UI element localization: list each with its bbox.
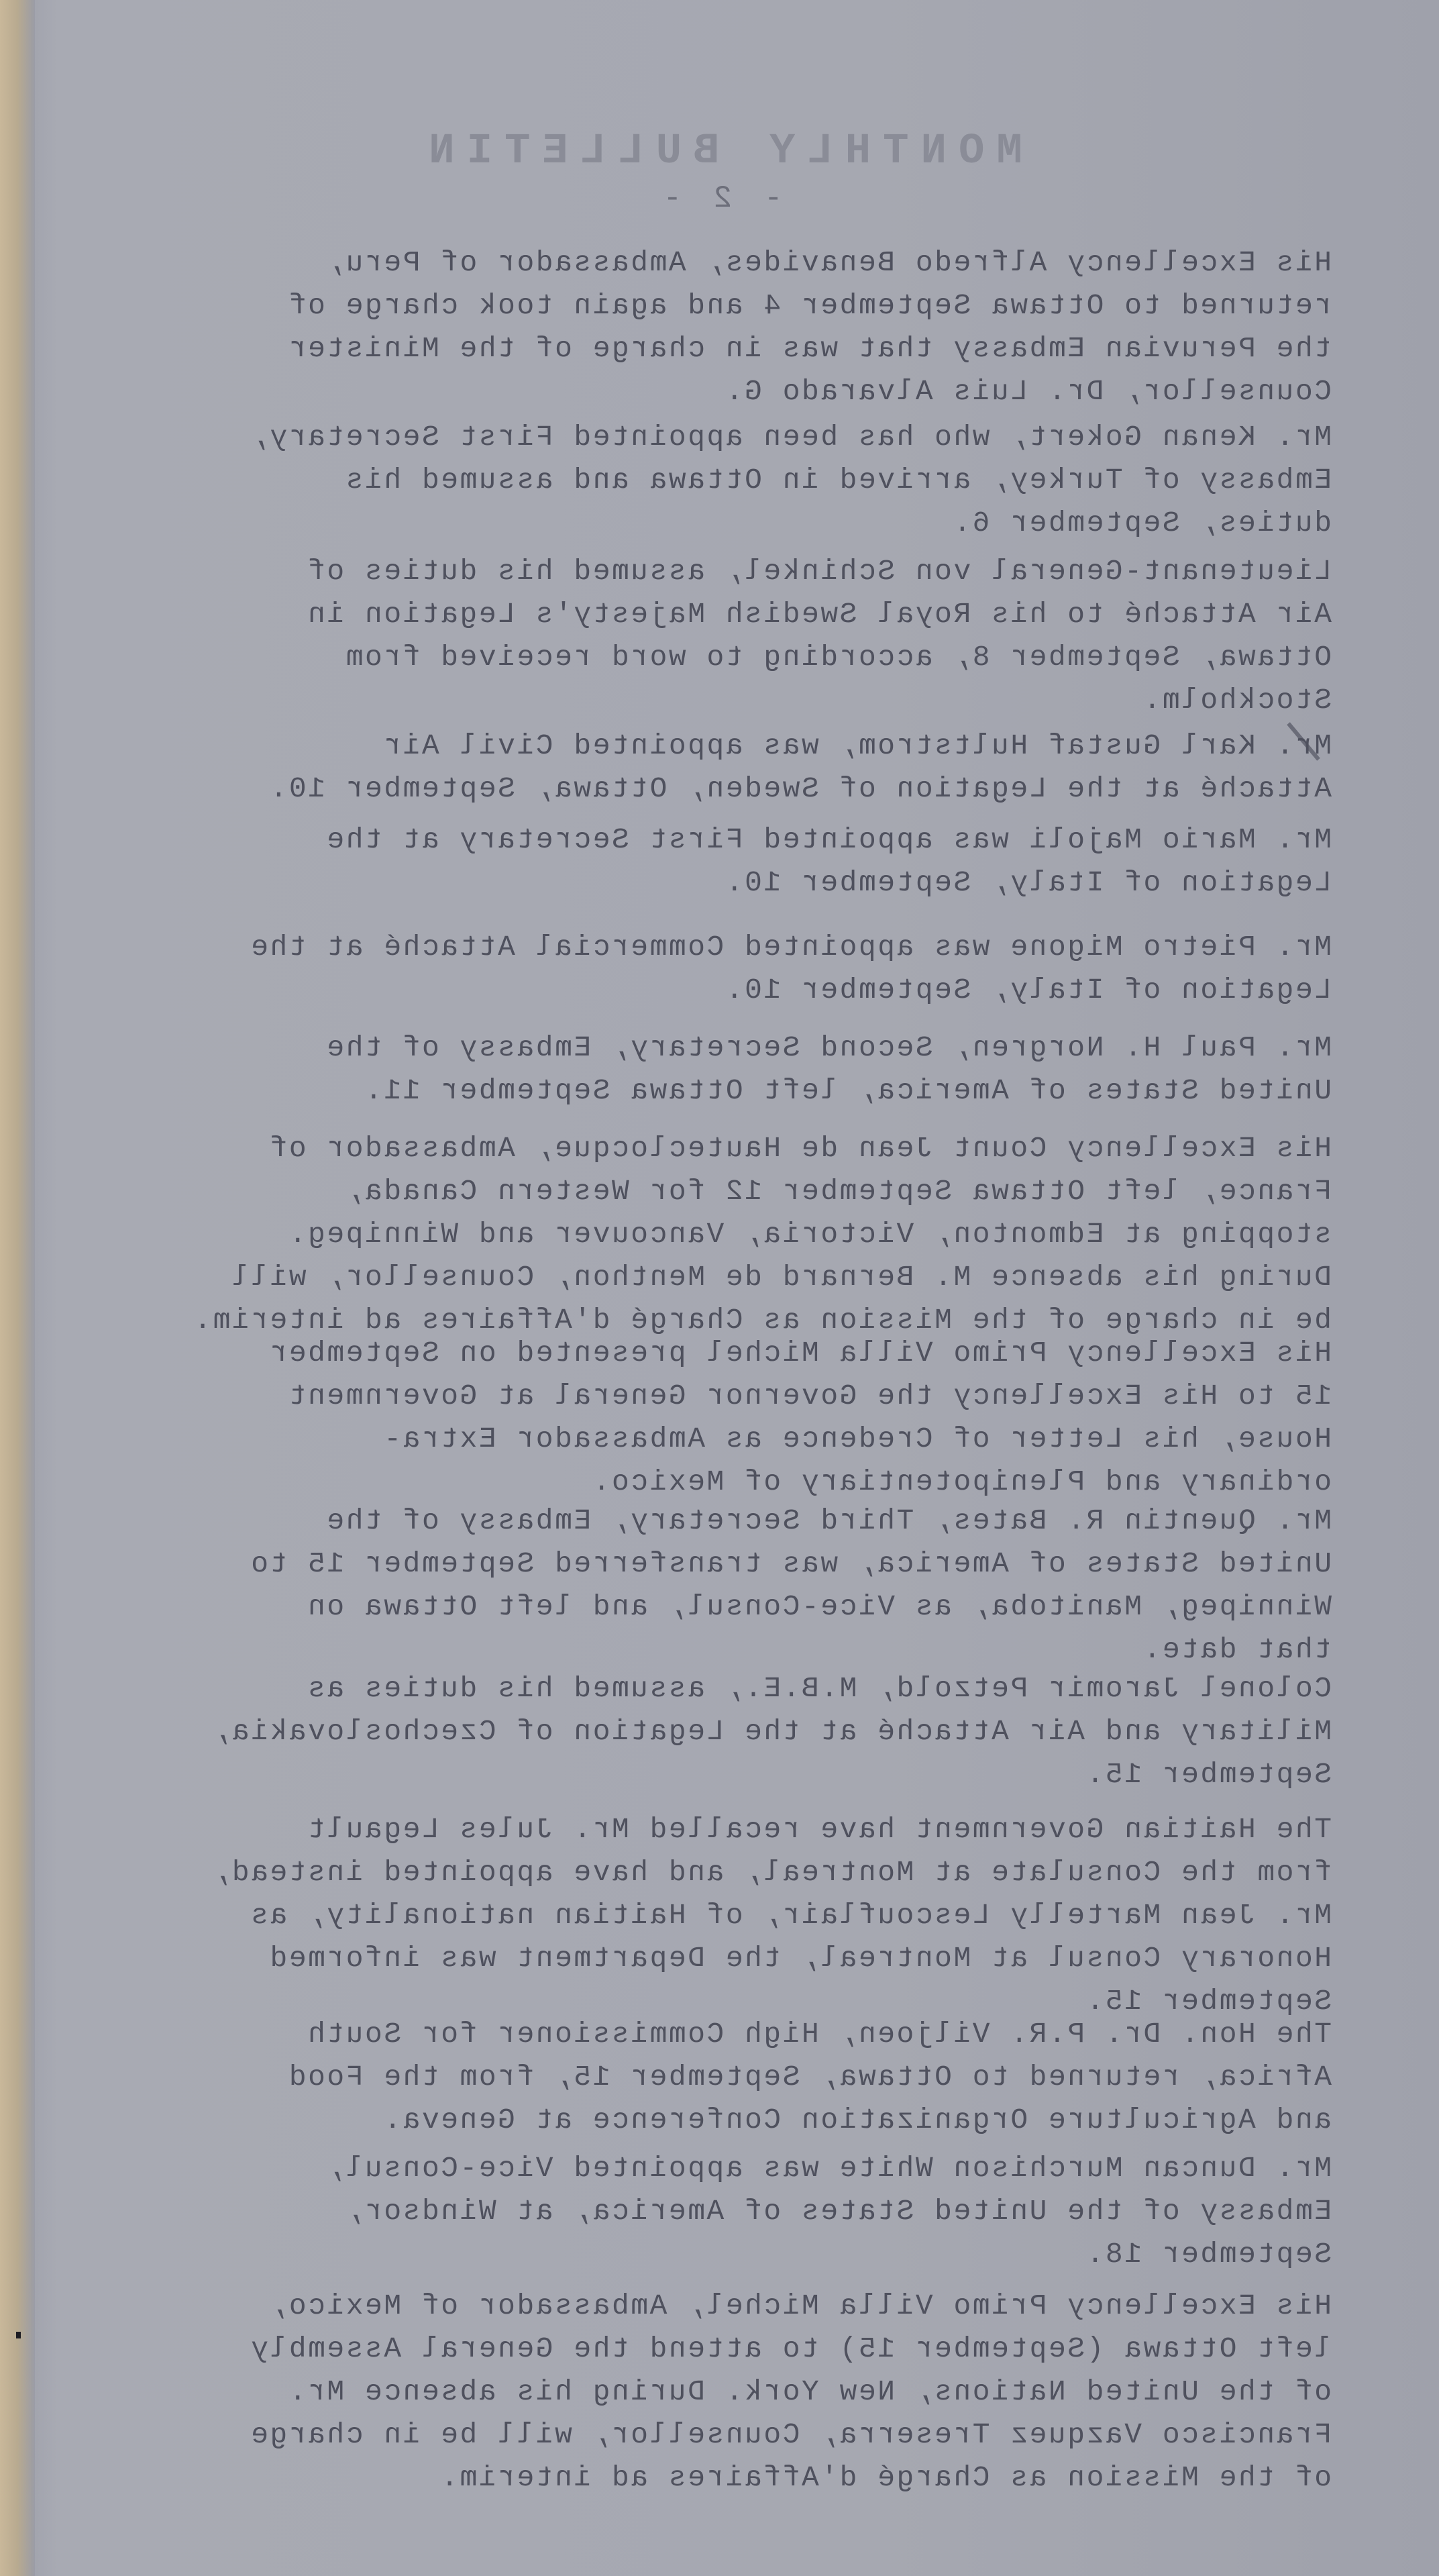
entry-line: His Excellency Alfredo Benavides, Ambassador of Peru, xyxy=(325,246,1332,279)
entry-line: ordinary and Plenipotentiary of Mexico. xyxy=(591,1465,1332,1498)
entry-line: Mr. Karl Gustaf Hultstrom, was appointed Civil Air xyxy=(382,729,1332,762)
entry-line: Honorary Consul at Montreal, the Department was informed xyxy=(268,1942,1332,1975)
entry-21 xyxy=(97,2013,1332,2142)
bulletin-title: MONTHLY BULLETIN xyxy=(417,127,1022,176)
entry-line: House, his Letter of Credence as Ambassador Extra- xyxy=(382,1423,1332,1455)
entry-line: and Agriculture Organization Conference at Geneva. xyxy=(382,2104,1332,2136)
entry-23 xyxy=(97,2285,1332,2500)
entry-line: His Excellency Count Jean de Hauteclocque, Ambassador of xyxy=(268,1132,1332,1165)
entry-line: His Excellency Primo Villa Michel, Ambassador of Mexico, xyxy=(268,2289,1332,2322)
entry-15 xyxy=(97,1027,1332,1113)
entry-line: Francisco Vazquez Treserra, Counsellor, will be in charge xyxy=(249,2418,1332,2451)
entry-line: United States of America, was transferred September 15 to xyxy=(249,1547,1332,1580)
entry-line: of the United Nations, New York. During his absence Mr. xyxy=(287,2375,1332,2408)
entry-10 xyxy=(97,416,1332,545)
entry-line: Ottawa, September 8, according to word received from xyxy=(344,641,1332,674)
entry-line: returned to Ottawa September 4 and again took charge of xyxy=(287,289,1332,322)
entry-line: September 18. xyxy=(1085,2238,1332,2271)
entry-line: 15 to His Excellency the Governor General at Government xyxy=(287,1380,1332,1412)
entry-line: France, left Ottawa September 12 for Western Canada, xyxy=(344,1175,1332,1208)
entry-18 xyxy=(97,1500,1332,1671)
entry-line: During his absence M. Bernard de Menthon, Counsellor, will xyxy=(230,1261,1332,1294)
entry-line: Africa, returned to Ottawa, September 15, from the Food xyxy=(287,2061,1332,2094)
entry-line: left Ottawa (September 15) to attend the General Assembly xyxy=(249,2332,1332,2365)
entry-16 xyxy=(97,1127,1332,1342)
entry-line: Mr. Jean Martelly Lescouflair, of Haitian nationality, as xyxy=(249,1899,1332,1932)
entry-line: Mr. Paul H. Norgren, Second Secretary, Embassy of the xyxy=(325,1031,1332,1064)
entry-20 xyxy=(97,1808,1332,2023)
entry-line: Mr. Duncan Murchison White was appointed Vice-Consul, xyxy=(325,2152,1332,2185)
entry-line: duties, September 6. xyxy=(951,507,1332,539)
entry-9 xyxy=(97,242,1332,413)
entry-line: Attaché at the Legation of Sweden, Ottawa, September 10. xyxy=(268,772,1332,805)
entry-line: Winnipeg, Manitoba, as Vice-Consul, and left Ottawa on xyxy=(306,1590,1332,1623)
entry-line: Counsellor, Dr. Luis Alvarado G. xyxy=(724,375,1332,408)
entry-line: be in charge of the Mission as Chargé d'Affaires ad interim. xyxy=(192,1304,1332,1337)
entry-line: His Excellency Primo Villa Michel presented on September xyxy=(268,1337,1332,1370)
entry-13 xyxy=(97,819,1332,905)
entry-line: of the Mission as Chargé d'Affaires ad interim. xyxy=(439,2461,1332,2494)
entry-line: Embassy of the United States of America, at Windsor, xyxy=(344,2195,1332,2228)
entry-19 xyxy=(97,1667,1332,1796)
entry-line: Stockholm. xyxy=(1141,684,1332,717)
entry-line: Military and Air Attaché at the Legation of Czechoslovakia, xyxy=(211,1715,1332,1748)
entry-line: that date. xyxy=(1141,1633,1332,1666)
entry-line: stopping at Edmonton, Victoria, Vancouver and Winnipeg. xyxy=(287,1218,1332,1251)
entry-11 xyxy=(97,550,1332,722)
entry-line: Legation of Italy, September 10. xyxy=(724,974,1332,1007)
entry-line: Lieutenant-General von Schinkel, assumed his duties of xyxy=(306,555,1332,588)
entry-line: Air Attaché to his Royal Swedish Majesty's Legation in xyxy=(306,598,1332,631)
entry-line: September 15. xyxy=(1085,1985,1332,2018)
entry-line: The Haitian Government have recalled Mr. Jules Legault xyxy=(306,1813,1332,1846)
entry-line: Mr. Quentin R. Bates, Third Secretary, Embassy of the xyxy=(325,1504,1332,1537)
entry-line: Mr. Kenan Gokert, who has been appointed First Secretary, xyxy=(249,421,1332,454)
page-number: - 2 - xyxy=(656,181,783,216)
entry-line: United States of America, left Ottawa September 11. xyxy=(363,1074,1332,1107)
entry-14 xyxy=(97,926,1332,1012)
entry-17 xyxy=(97,1332,1332,1504)
entry-line: September 15. xyxy=(1085,1758,1332,1791)
entry-line: from the Consulate at Montreal, and have appointed instead, xyxy=(211,1856,1332,1889)
entry-line: Colonel Jaromir Petzold, M.B.E., assumed his duties as xyxy=(306,1672,1332,1705)
entry-line: Mr. Pietro Migone was appointed Commercial Attaché at the xyxy=(249,931,1332,964)
entry-line: the Peruvian Embassy that was in charge of the Minister xyxy=(287,332,1332,365)
entry-line: The Hon. Dr. P.R. Viljoen, High Commissioner for South xyxy=(306,2018,1332,2051)
entry-22 xyxy=(97,2147,1332,2276)
entry-line: Legation of Italy, September 10. xyxy=(724,866,1332,899)
entry-12 xyxy=(97,725,1332,811)
entry-line: Mr. Mario Majoli was appointed First Secretary at the xyxy=(325,823,1332,856)
entry-line: Embassy of Turkey, arrived in Ottawa and assumed his xyxy=(344,464,1332,497)
